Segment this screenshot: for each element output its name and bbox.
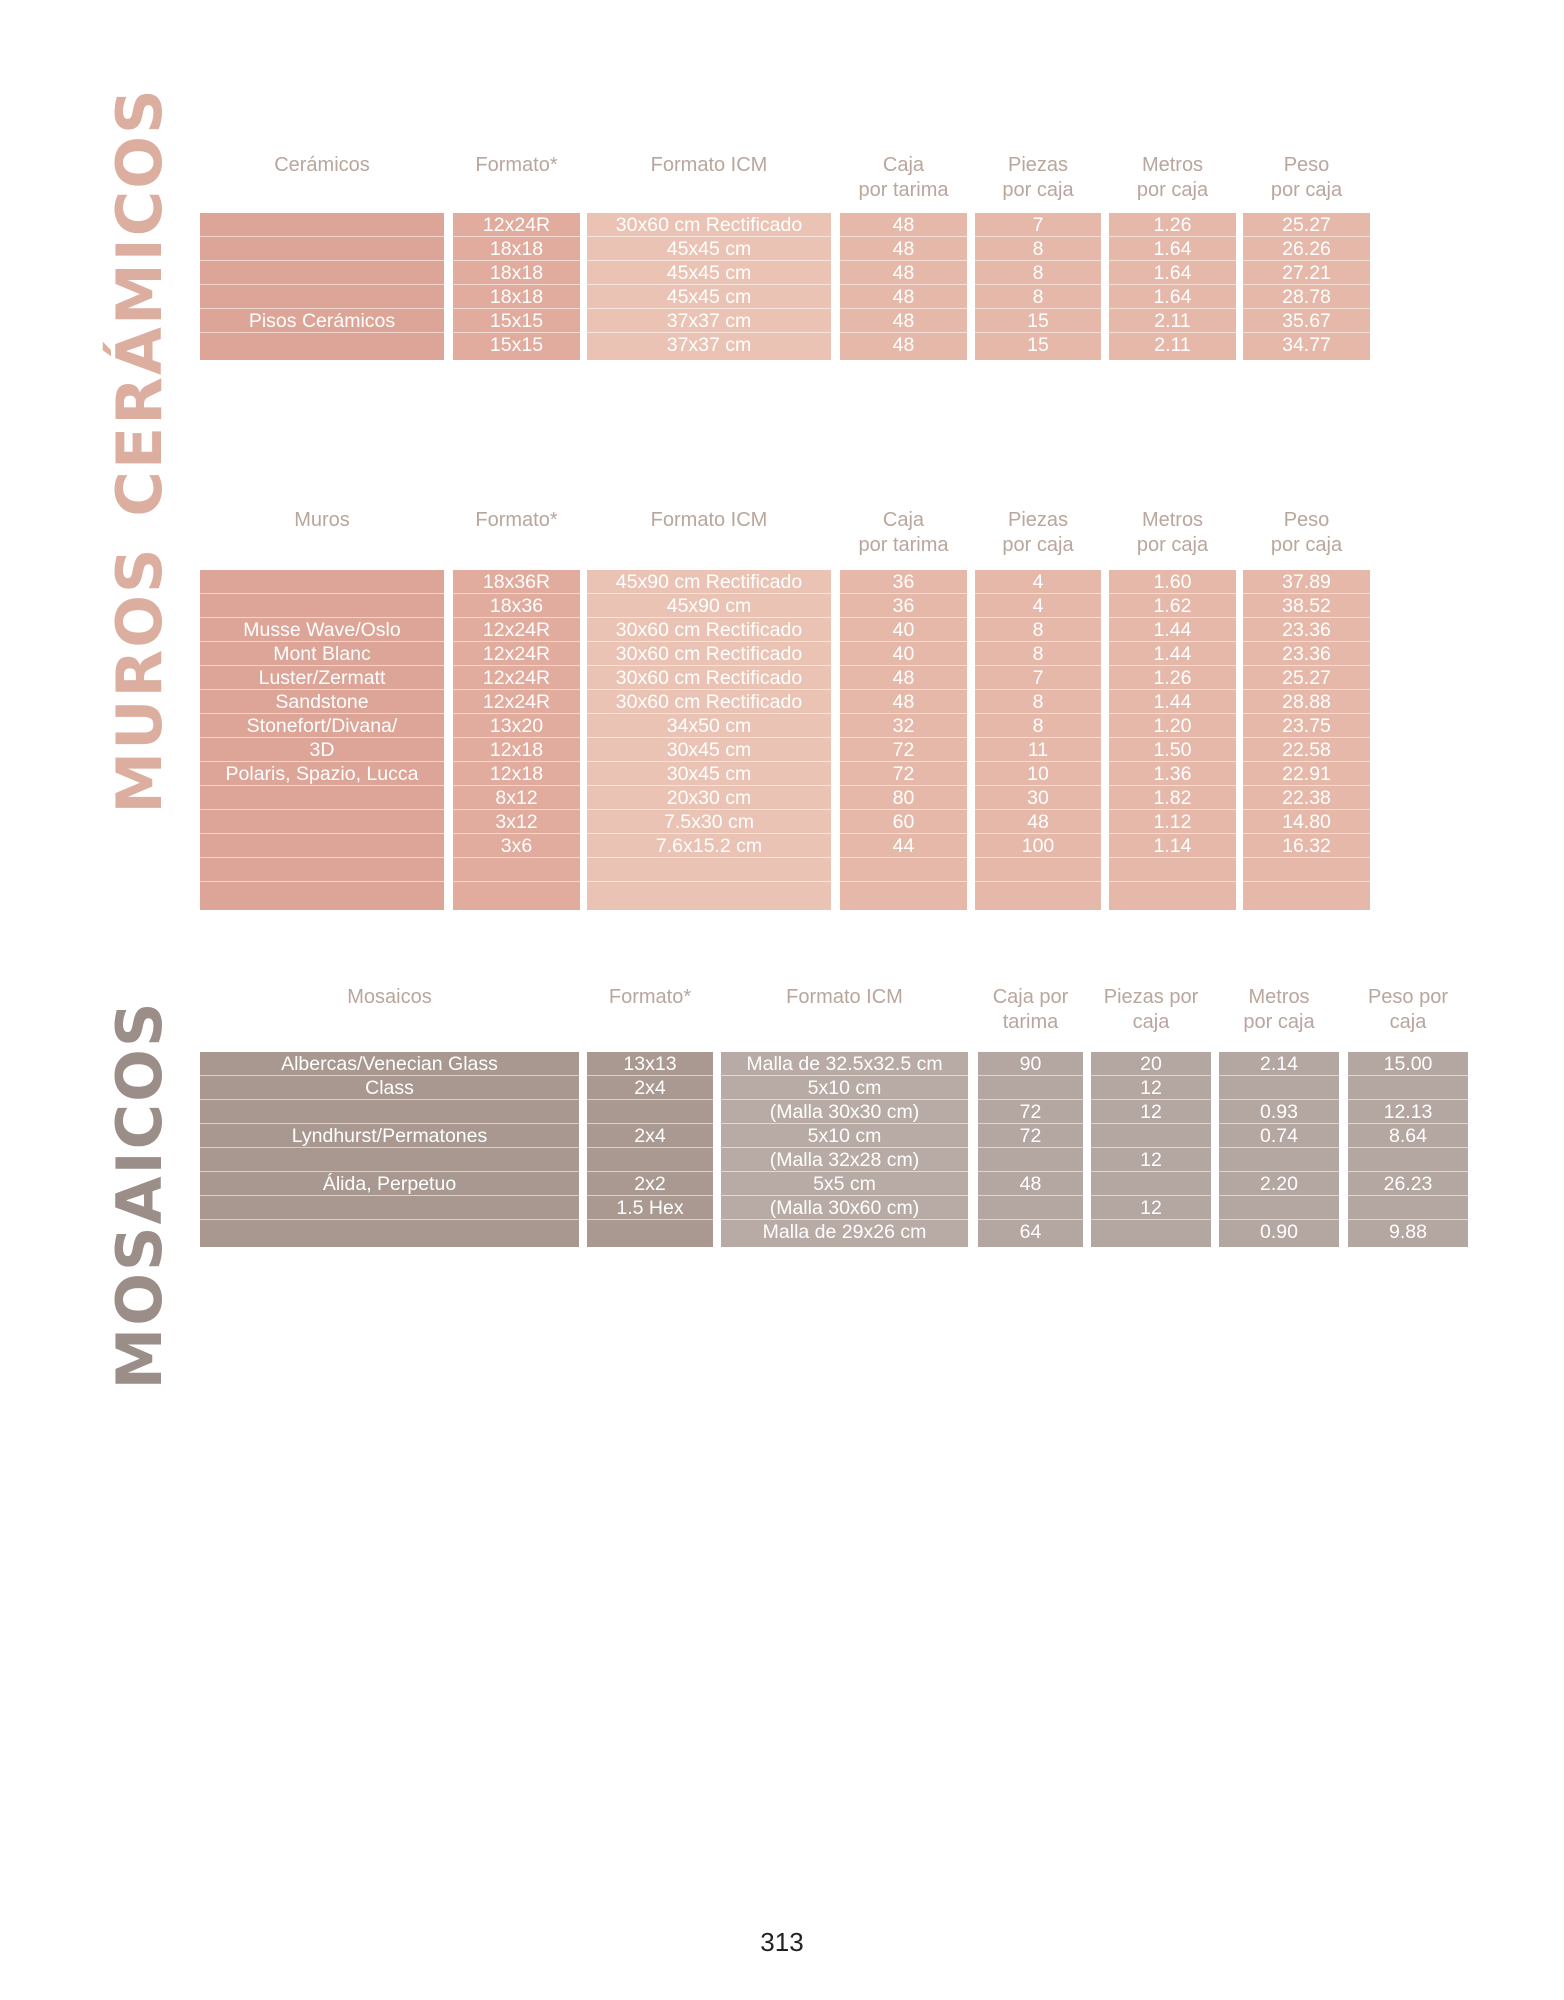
mosaicos-name-cell xyxy=(200,1148,579,1172)
muros-icm-cell: 30x45 cm xyxy=(587,762,831,786)
page-number: 313 xyxy=(760,1927,804,1957)
mosaicos-header-metros: Metros por caja xyxy=(1243,986,1315,1033)
ceramicos-icm-cell: 45x45 cm xyxy=(587,237,831,261)
ceramicos-name-cell xyxy=(200,333,444,357)
muros-piezas-cell: 8 xyxy=(975,642,1101,666)
muros-metros-cell xyxy=(1109,858,1236,882)
muros-caja-cell: 72 xyxy=(840,762,967,786)
mosaicos-metros-column xyxy=(1219,1052,1339,1247)
mosaicos-header-peso: Peso por caja xyxy=(1367,986,1449,1033)
ceramicos-header-icm: Formato ICM xyxy=(650,154,768,176)
mosaicos-formato-cell xyxy=(587,1148,713,1172)
ceramicos-icm-cell: 45x45 cm xyxy=(587,261,831,285)
muros-peso-cell: 25.27 xyxy=(1243,666,1370,690)
mosaicos-peso-cell xyxy=(1348,1148,1468,1172)
muros-icm-cell: 30x60 cm Rectificado xyxy=(587,618,831,642)
muros-icm-cell: 20x30 cm xyxy=(587,786,831,810)
mosaicos-formato-column xyxy=(587,1052,713,1247)
muros-icm-cell xyxy=(587,882,831,906)
muros-metros-cell: 1.44 xyxy=(1109,618,1236,642)
mosaicos-header-formato: Formato* xyxy=(608,986,692,1008)
muros-icm-cell: 30x60 cm Rectificado xyxy=(587,642,831,666)
muros-header-name: Muros xyxy=(294,509,350,531)
muros-peso-cell: 28.88 xyxy=(1243,690,1370,714)
mosaicos-header-name: Mosaicos xyxy=(347,986,432,1008)
muros-name-cell xyxy=(200,810,444,834)
muros-piezas-cell: 100 xyxy=(975,834,1101,858)
ceramicos-header-formato: Formato* xyxy=(475,154,558,176)
muros-formato-cell xyxy=(453,882,580,906)
muros-piezas-cell: 4 xyxy=(975,594,1101,618)
mosaicos-metros-cell: 2.14 xyxy=(1219,1052,1339,1076)
muros-header-metros: Metros por caja xyxy=(1136,509,1209,556)
mosaicos-piezas-column xyxy=(1091,1052,1211,1247)
ceramicos-formato-cell: 18x18 xyxy=(453,285,580,309)
muros-icm-cell: 7.6x15.2 cm xyxy=(587,834,831,858)
muros-icm-cell xyxy=(587,858,831,882)
muros-icm-column xyxy=(587,570,831,910)
mosaicos-header-caja: Caja por tarima xyxy=(992,986,1069,1033)
muros-caja-column xyxy=(840,570,967,910)
muros-name-cell xyxy=(200,594,444,618)
mosaicos-metros-cell: 0.90 xyxy=(1260,1221,1298,1243)
muros-formato-cell: 12x24R xyxy=(453,618,580,642)
mosaicos-peso-cell: 12.13 xyxy=(1348,1100,1468,1124)
ceramicos-name-cell: Pisos Cerámicos xyxy=(200,309,444,333)
muros-piezas-cell xyxy=(975,882,1101,906)
muros-caja-cell: 32 xyxy=(840,714,967,738)
mosaicos-formato-cell: 2x4 xyxy=(587,1124,713,1148)
muros-caja-cell: 80 xyxy=(840,786,967,810)
muros-piezas-cell xyxy=(975,858,1101,882)
mosaicos-piezas-cell xyxy=(1091,1220,1211,1244)
mosaicos-caja-cell: 72 xyxy=(978,1100,1083,1124)
ceramicos-name-cell xyxy=(200,213,444,237)
mosaicos-piezas-cell xyxy=(1091,1172,1211,1196)
muros-header-icm: Formato ICM xyxy=(650,509,768,531)
mosaicos-icm-cell: 5x10 cm xyxy=(721,1124,968,1148)
ceramicos-caja-cell: 48 xyxy=(840,213,967,237)
muros-formato-cell: 12x24R xyxy=(453,642,580,666)
muros-metros-cell: 1.82 xyxy=(1109,786,1236,810)
ceramicos-name-cell xyxy=(200,261,444,285)
muros-peso-cell: 14.80 xyxy=(1243,810,1370,834)
muros-formato-cell: 8x12 xyxy=(453,786,580,810)
mosaicos-name-cell xyxy=(200,1220,579,1244)
muros-metros-cell: 1.44 xyxy=(1109,642,1236,666)
muros-icm-cell: 30x60 cm Rectificado xyxy=(587,690,831,714)
muros-formato-cell: 18x36 xyxy=(453,594,580,618)
ceramicos-peso-cell: 34.77 xyxy=(1282,334,1331,356)
muros-caja-cell: 40 xyxy=(840,618,967,642)
mosaicos-caja-column xyxy=(978,1052,1083,1247)
muros-piezas-cell: 10 xyxy=(975,762,1101,786)
ceramicos-piezas-cell: 8 xyxy=(975,261,1101,285)
ceramicos-metros-cell: 1.64 xyxy=(1109,285,1236,309)
muros-peso-cell: 22.58 xyxy=(1243,738,1370,762)
muros-header-caja: Caja por tarima xyxy=(858,509,949,556)
muros-formato-cell: 13x20 xyxy=(453,714,580,738)
mosaicos-name-column xyxy=(200,1052,579,1247)
muros-header-piezas: Piezas por caja xyxy=(1002,509,1074,556)
mosaicos-metros-cell xyxy=(1219,1196,1339,1220)
mosaicos-metros-cell: 2.20 xyxy=(1219,1172,1339,1196)
muros-name-cell xyxy=(200,786,444,810)
muros-piezas-cell: 8 xyxy=(975,690,1101,714)
muros-formato-cell: 18x36R xyxy=(453,570,580,594)
ceramicos-icm-cell: 45x45 cm xyxy=(587,285,831,309)
mosaicos-icm-cell: (Malla 30x60 cm) xyxy=(721,1196,968,1220)
ceramicos-caja-cell: 48 xyxy=(840,285,967,309)
ceramicos-name-cell xyxy=(200,285,444,309)
muros-name-cell: Stonefort/Divana/ xyxy=(200,714,444,738)
ceramicos-peso-cell: 35.67 xyxy=(1243,309,1370,333)
muros-formato-cell: 12x18 xyxy=(453,738,580,762)
ceramicos-header-caja: Caja por tarima xyxy=(858,154,949,201)
muros-metros-cell: 1.12 xyxy=(1109,810,1236,834)
mosaicos-peso-column xyxy=(1348,1052,1468,1247)
muros-formato-cell: 3x6 xyxy=(453,834,580,858)
ceramicos-formato-cell: 15x15 xyxy=(453,309,580,333)
ceramicos-header-peso: Peso por caja xyxy=(1270,154,1343,201)
muros-piezas-cell: 48 xyxy=(975,810,1101,834)
mosaicos-piezas-cell: 12 xyxy=(1091,1148,1211,1172)
mosaicos-name-cell: Álida, Perpetuo xyxy=(200,1172,579,1196)
mosaicos-peso-cell xyxy=(1348,1076,1468,1100)
muros-caja-cell: 60 xyxy=(840,810,967,834)
mosaicos-piezas-cell: 12 xyxy=(1091,1196,1211,1220)
muros-caja-cell: 40 xyxy=(840,642,967,666)
ceramicos-metros-cell: 2.11 xyxy=(1154,334,1191,356)
mosaicos-formato-cell: 13x13 xyxy=(587,1052,713,1076)
muros-metros-cell: 1.44 xyxy=(1109,690,1236,714)
mosaicos-icm-cell: Malla de 32.5x32.5 cm xyxy=(721,1052,968,1076)
mosaicos-piezas-cell: 20 xyxy=(1091,1052,1211,1076)
ceramicos-peso-column xyxy=(1243,213,1370,360)
mosaicos-peso-cell: 15.00 xyxy=(1348,1052,1468,1076)
muros-icm-cell: 30x60 cm Rectificado xyxy=(587,666,831,690)
muros-peso-cell: 23.36 xyxy=(1243,618,1370,642)
mosaicos-icm-cell: 5x5 cm xyxy=(721,1172,968,1196)
muros-peso-cell: 37.89 xyxy=(1243,570,1370,594)
ceramicos-peso-cell: 28.78 xyxy=(1243,285,1370,309)
muros-piezas-cell: 4 xyxy=(975,570,1101,594)
muros-formato-cell: 12x24R xyxy=(453,690,580,714)
muros-formato-cell: 12x18 xyxy=(453,762,580,786)
muros-metros-cell: 1.50 xyxy=(1109,738,1236,762)
muros-metros-column xyxy=(1109,570,1236,910)
mosaicos-name-cell xyxy=(200,1100,579,1124)
ceramicos-icm-cell: 30x60 cm Rectificado xyxy=(587,213,831,237)
mosaicos-caja-cell: 48 xyxy=(978,1172,1083,1196)
muros-peso-cell: 38.52 xyxy=(1243,594,1370,618)
ceramicos-metros-column xyxy=(1109,213,1236,360)
muros-peso-cell xyxy=(1243,858,1370,882)
muros-icm-cell: 45x90 cm Rectificado xyxy=(587,570,831,594)
mosaicos-caja-cell xyxy=(978,1196,1083,1220)
muros-caja-cell: 44 xyxy=(840,834,967,858)
muros-icm-cell: 30x45 cm xyxy=(587,738,831,762)
mosaicos-icm-cell: 5x10 cm xyxy=(721,1076,968,1100)
ceramicos-name-cell xyxy=(200,237,444,261)
muros-caja-cell: 72 xyxy=(840,738,967,762)
mosaicos-metros-cell: 0.93 xyxy=(1219,1100,1339,1124)
muros-name-cell xyxy=(200,570,444,594)
ceramicos-piezas-cell: 7 xyxy=(975,213,1101,237)
muros-name-cell: Mont Blanc xyxy=(200,642,444,666)
ceramicos-formato-cell: 12x24R xyxy=(453,213,580,237)
muros-piezas-cell: 11 xyxy=(975,738,1101,762)
ceramicos-peso-cell: 25.27 xyxy=(1243,213,1370,237)
mosaicos-caja-cell: 90 xyxy=(978,1052,1083,1076)
mosaicos-icm-cell: Malla de 29x26 cm xyxy=(762,1221,927,1243)
ceramicos-metros-cell: 1.26 xyxy=(1109,213,1236,237)
muros-name-cell: Sandstone xyxy=(200,690,444,714)
ceramicos-peso-cell: 26.26 xyxy=(1243,237,1370,261)
muros-name-cell: Luster/Zermatt xyxy=(200,666,444,690)
muros-header-formato: Formato* xyxy=(475,509,558,531)
muros-caja-cell: 36 xyxy=(840,570,967,594)
mosaicos-piezas-cell: 12 xyxy=(1091,1100,1211,1124)
muros-caja-cell xyxy=(840,882,967,906)
muros-formato-cell xyxy=(453,858,580,882)
muros-name-cell: Musse Wave/Oslo xyxy=(200,618,444,642)
mosaicos-name-cell: Albercas/Venecian Glass xyxy=(200,1052,579,1076)
mosaicos-piezas-cell: 12 xyxy=(1091,1076,1211,1100)
muros-caja-cell: 48 xyxy=(840,690,967,714)
muros-metros-cell: 1.26 xyxy=(1109,666,1236,690)
muros-metros-cell: 1.62 xyxy=(1109,594,1236,618)
mosaicos-peso-cell: 26.23 xyxy=(1348,1172,1468,1196)
muros-piezas-cell: 7 xyxy=(975,666,1101,690)
muros-header-peso: Peso por caja xyxy=(1270,509,1343,556)
mosaicos-formato-cell: 1.5 Hex xyxy=(587,1196,713,1220)
muros-metros-cell: 1.36 xyxy=(1109,762,1236,786)
ceramicos-formato-cell: 18x18 xyxy=(453,261,580,285)
muros-name-cell xyxy=(200,858,444,882)
mosaicos-peso-cell: 8.64 xyxy=(1348,1124,1468,1148)
muros-peso-cell: 23.75 xyxy=(1243,714,1370,738)
muros-name-cell: Polaris, Spazio, Lucca xyxy=(200,762,444,786)
muros-metros-cell: 1.14 xyxy=(1109,834,1236,858)
mosaicos-peso-cell xyxy=(1348,1196,1468,1220)
muros-peso-column xyxy=(1243,570,1370,910)
ceramicos-header-name: Cerámicos xyxy=(274,154,370,176)
muros-peso-cell: 22.38 xyxy=(1243,786,1370,810)
muros-piezas-column xyxy=(975,570,1101,910)
muros-metros-cell: 1.20 xyxy=(1109,714,1236,738)
mosaicos-name-cell: Lyndhurst/Permatones xyxy=(200,1124,579,1148)
muros-name-cell xyxy=(200,834,444,858)
muros-name-cell: 3D xyxy=(200,738,444,762)
muros-peso-cell: 16.32 xyxy=(1243,834,1370,858)
muros-peso-cell: 23.36 xyxy=(1243,642,1370,666)
ceramicos-peso-cell: 27.21 xyxy=(1243,261,1370,285)
mosaicos-header-piezas: Piezas por caja xyxy=(1103,986,1199,1033)
muros-piezas-cell: 30 xyxy=(975,786,1101,810)
mosaicos-piezas-cell xyxy=(1091,1124,1211,1148)
mosaicos-name-cell xyxy=(200,1196,579,1220)
ceramicos-header-metros: Metros por caja xyxy=(1136,154,1209,201)
mosaicos-header-icm: Formato ICM xyxy=(786,986,903,1008)
muros-icm-cell: 45x90 cm xyxy=(587,594,831,618)
ceramicos-name-column xyxy=(200,213,444,360)
mosaicos-caja-cell: 64 xyxy=(1019,1221,1042,1243)
mosaicos-formato-cell xyxy=(587,1220,713,1244)
ceramicos-formato-cell: 18x18 xyxy=(453,237,580,261)
ceramicos-formato-cell: 15x15 xyxy=(489,334,544,356)
ceramicos-caja-column xyxy=(840,213,967,360)
muros-caja-cell: 48 xyxy=(840,666,967,690)
ceramicos-piezas-cell: 15 xyxy=(975,309,1101,333)
ceramicos-metros-cell: 2.11 xyxy=(1109,309,1236,333)
ceramicos-icm-cell: 37x37 cm xyxy=(666,334,752,356)
muros-piezas-cell: 8 xyxy=(975,714,1101,738)
muros-peso-cell: 22.91 xyxy=(1243,762,1370,786)
mosaicos-caja-cell xyxy=(978,1076,1083,1100)
mosaicos-icm-column xyxy=(721,1052,968,1247)
mosaicos-caja-cell xyxy=(978,1148,1083,1172)
muros-piezas-cell: 8 xyxy=(975,618,1101,642)
muros-formato-cell: 3x12 xyxy=(453,810,580,834)
ceramicos-metros-cell: 1.64 xyxy=(1109,237,1236,261)
mosaicos-metros-cell: 0.74 xyxy=(1219,1124,1339,1148)
mosaicos-caja-cell: 72 xyxy=(978,1124,1083,1148)
ceramicos-formato-column xyxy=(453,213,580,360)
ceramicos-piezas-column xyxy=(975,213,1101,360)
mosaicos-formato-cell: 2x2 xyxy=(587,1172,713,1196)
muros-icm-cell: 34x50 cm xyxy=(587,714,831,738)
mosaicos-metros-cell xyxy=(1219,1076,1339,1100)
muros-icm-cell: 7.5x30 cm xyxy=(587,810,831,834)
mosaicos-formato-cell: 2x4 xyxy=(587,1076,713,1100)
ceramicos-icm-column xyxy=(587,213,831,360)
muros-formato-cell: 12x24R xyxy=(453,666,580,690)
muros-caja-cell: 36 xyxy=(840,594,967,618)
muros-metros-cell xyxy=(1109,882,1236,906)
mosaicos-icm-cell: (Malla 30x30 cm) xyxy=(721,1100,968,1124)
ceramicos-caja-cell: 48 xyxy=(892,334,915,356)
ceramicos-caja-cell: 48 xyxy=(840,261,967,285)
ceramicos-header-piezas: Piezas por caja xyxy=(1002,154,1074,201)
muros-peso-cell xyxy=(1243,882,1370,906)
mosaicos-peso-cell: 9.88 xyxy=(1389,1221,1427,1243)
ceramicos-caja-cell: 48 xyxy=(840,309,967,333)
ceramicos-piezas-cell: 8 xyxy=(975,285,1101,309)
ceramicos-piezas-cell: 8 xyxy=(975,237,1101,261)
ceramicos-icm-cell: 37x37 cm xyxy=(587,309,831,333)
muros-caja-cell xyxy=(840,858,967,882)
mosaicos-metros-cell xyxy=(1219,1148,1339,1172)
muros-formato-column xyxy=(453,570,580,910)
ceramicos-piezas-cell: 15 xyxy=(1027,334,1049,356)
muros-name-column xyxy=(200,570,444,910)
muros-metros-cell: 1.60 xyxy=(1109,570,1236,594)
muros-name-cell xyxy=(200,882,444,906)
mosaicos-formato-cell xyxy=(587,1100,713,1124)
ceramicos-metros-cell: 1.64 xyxy=(1109,261,1236,285)
mosaicos-icm-cell: (Malla 32x28 cm) xyxy=(721,1148,968,1172)
mosaicos-name-cell: Class xyxy=(200,1076,579,1100)
ceramicos-caja-cell: 48 xyxy=(840,237,967,261)
